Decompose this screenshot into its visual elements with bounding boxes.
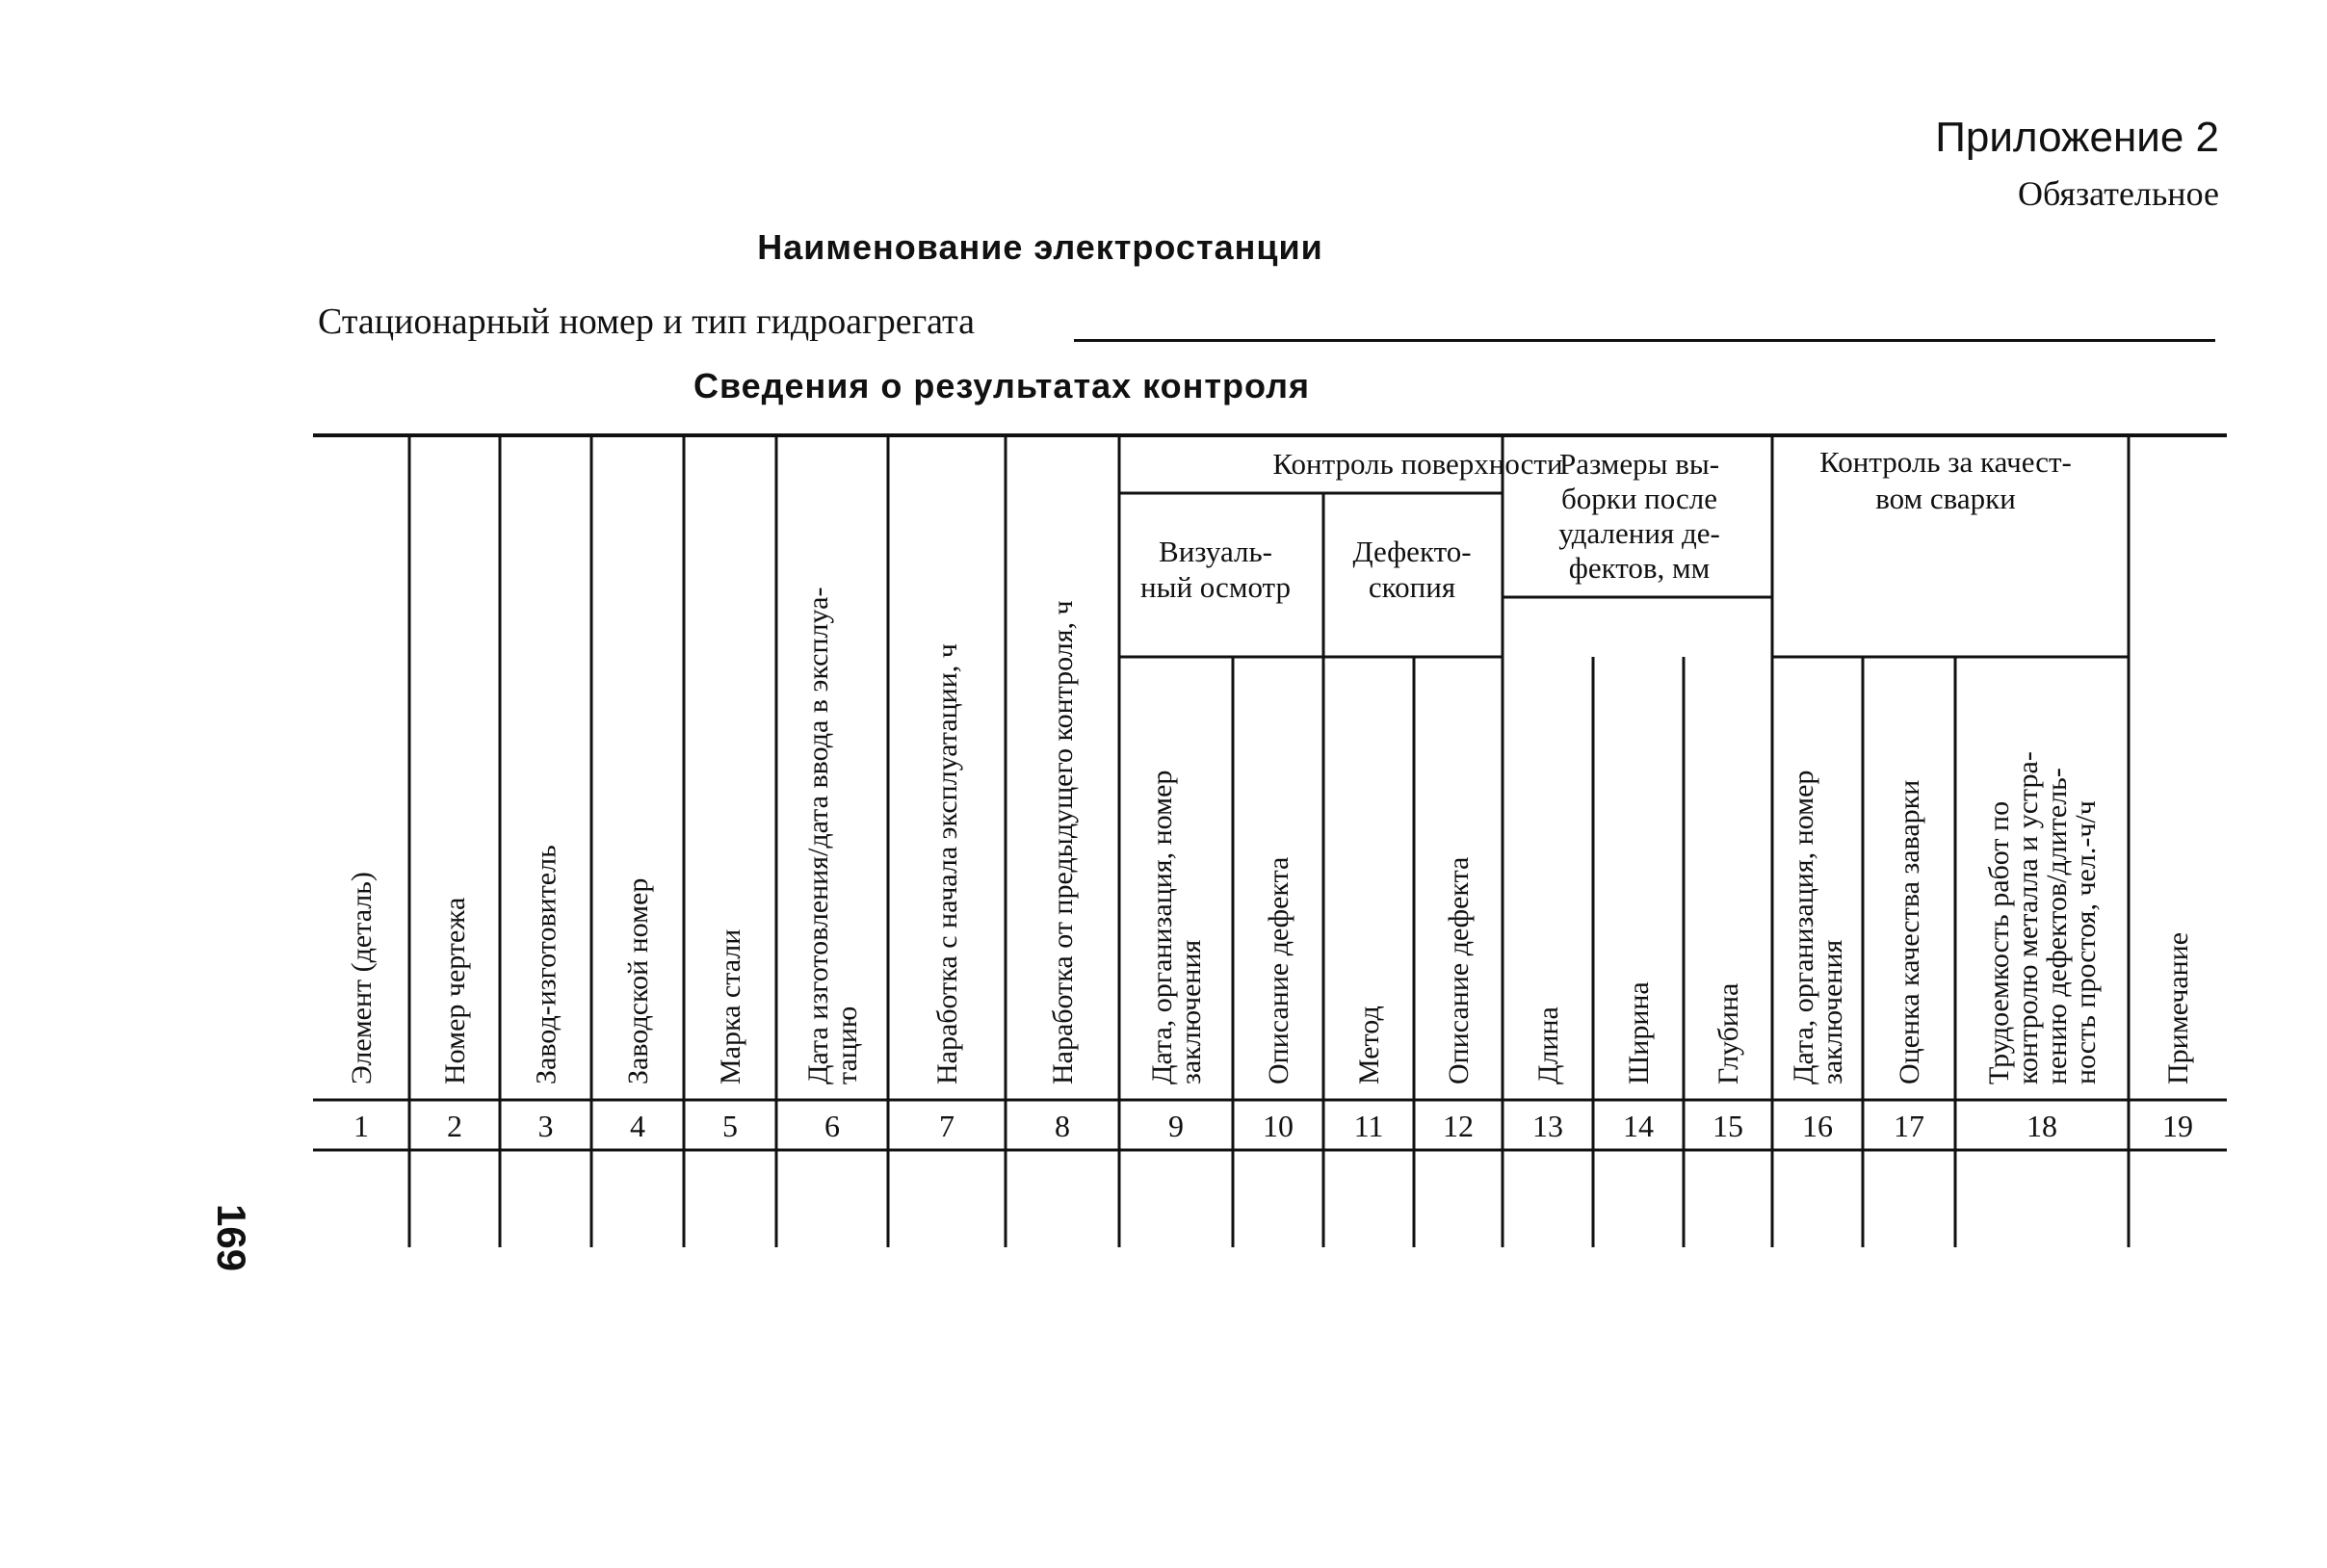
column-header-9-line2: заключения	[1175, 939, 1207, 1085]
column-header-18-line1: Трудоемкость работ по	[1983, 800, 2015, 1085]
group-sample-size-line1: Размеры вы-	[1558, 447, 1720, 481]
column-header-19: Примечание	[2162, 931, 2194, 1085]
column-header-12: Описание дефекта	[1443, 856, 1475, 1085]
column-header-2: Номер чертежа	[439, 897, 471, 1085]
column-header-4: Заводской номер	[622, 877, 654, 1085]
group-visual-inspection-line1: Визуаль-	[1159, 535, 1272, 568]
column-number-4: 4	[630, 1109, 645, 1143]
data-cell-col-4[interactable]	[594, 1153, 681, 1244]
page-number: 169	[209, 1204, 254, 1272]
column-header-17: Оценка качества заварки	[1894, 779, 1925, 1085]
column-header-11: Метод	[1353, 1006, 1385, 1085]
data-cell-col-10[interactable]	[1236, 1153, 1320, 1244]
data-cell-col-17[interactable]	[1866, 1153, 1952, 1244]
group-weld-quality-line2: вом сварки	[1875, 482, 2016, 515]
data-cell-col-2[interactable]	[412, 1153, 497, 1244]
column-header-18-line4: ность простоя, чел.-ч/ч	[2070, 800, 2102, 1085]
data-cell-col-6[interactable]	[779, 1153, 885, 1244]
column-header-18-line3: нению дефектов/длитель-	[2041, 768, 2073, 1085]
data-cell-col-9[interactable]	[1122, 1153, 1230, 1244]
group-visual-inspection-line2: ный осмотр	[1140, 570, 1291, 604]
appendix-label: Приложение 2	[1935, 114, 2219, 161]
column-number-19: 19	[2162, 1109, 2193, 1143]
column-header-14: Ширина	[1623, 981, 1655, 1085]
column-number-10: 10	[1263, 1109, 1294, 1143]
column-number-5: 5	[722, 1109, 738, 1143]
column-number-3: 3	[537, 1109, 554, 1143]
data-cell-col-13[interactable]	[1505, 1153, 1590, 1244]
column-header-6-line2: тацию	[831, 1006, 863, 1085]
column-number-14: 14	[1623, 1109, 1654, 1143]
column-number-13: 13	[1532, 1109, 1563, 1143]
data-cell-col-1[interactable]	[316, 1153, 406, 1244]
data-cell-col-16[interactable]	[1775, 1153, 1860, 1244]
group-weld-quality-line1: Контроль за качест-	[1819, 445, 2072, 479]
column-header-10: Описание дефекта	[1263, 856, 1294, 1085]
column-number-2: 2	[447, 1109, 462, 1143]
column-number-row	[353, 1109, 2193, 1143]
column-number-18: 18	[2026, 1109, 2057, 1143]
column-number-7: 7	[939, 1109, 954, 1143]
column-number-6: 6	[824, 1109, 840, 1143]
column-number-1: 1	[353, 1109, 369, 1143]
column-number-8: 8	[1055, 1109, 1070, 1143]
data-cell-col-15[interactable]	[1686, 1153, 1769, 1244]
data-cell-col-11[interactable]	[1326, 1153, 1411, 1244]
column-header-16-line1: Дата, организация, номер	[1788, 770, 1819, 1085]
group-sample-size-line4: фектов, мм	[1568, 551, 1711, 585]
data-cell-col-5[interactable]	[687, 1153, 773, 1244]
column-header-5: Марка стали	[715, 928, 746, 1085]
data-cell-col-3[interactable]	[503, 1153, 588, 1244]
data-cell-col-8[interactable]	[1008, 1153, 1116, 1244]
data-cell-col-14[interactable]	[1596, 1153, 1681, 1244]
column-header-3: Завод-изготовитель	[530, 845, 562, 1085]
unit-number-label: Стационарный номер и тип гидроагрегата	[318, 301, 975, 342]
column-header-13: Длина	[1532, 1006, 1564, 1085]
data-cell-col-7[interactable]	[891, 1153, 1003, 1244]
data-cell-col-18[interactable]	[1958, 1153, 2126, 1244]
column-number-16: 16	[1802, 1109, 1833, 1143]
column-header-6-line1: Дата изготовления/дата ввода в эксплуа-	[802, 587, 834, 1085]
column-header-18-line2: контролю металла и устра-	[2012, 751, 2044, 1085]
column-header-8: Наработка от предыдущего контроля, ч	[1047, 600, 1079, 1085]
column-headers	[346, 588, 2194, 1085]
data-cell-col-19[interactable]	[2131, 1153, 2224, 1244]
group-defectoscopy-line2: скопия	[1368, 570, 1456, 604]
data-cell-col-12[interactable]	[1417, 1153, 1500, 1244]
column-header-9-line1: Дата, организация, номер	[1146, 770, 1178, 1085]
group-sample-size-line2: борки после	[1560, 482, 1718, 515]
station-name-heading: Наименование электростанции	[757, 227, 1323, 267]
column-number-12: 12	[1443, 1109, 1474, 1143]
column-header-15: Глубина	[1713, 982, 1744, 1085]
column-number-17: 17	[1894, 1109, 1924, 1143]
group-surface-control: Контроль поверхности	[1272, 447, 1563, 481]
group-sample-size-line3: удаления де-	[1558, 516, 1720, 550]
column-header-7: Наработка с начала эксплуатации, ч	[931, 643, 963, 1085]
group-defectoscopy-line1: Дефекто-	[1352, 535, 1472, 568]
column-number-11: 11	[1353, 1109, 1384, 1143]
section-title: Сведения о результатах контроля	[693, 366, 1310, 405]
column-header-1: Элемент (деталь)	[346, 872, 378, 1085]
column-number-15: 15	[1713, 1109, 1743, 1143]
column-header-16-line2: заключения	[1817, 939, 1848, 1085]
column-number-9: 9	[1168, 1109, 1184, 1143]
empty-data-row	[316, 1153, 2224, 1244]
mandatory-label: Обязательное	[2017, 174, 2219, 213]
